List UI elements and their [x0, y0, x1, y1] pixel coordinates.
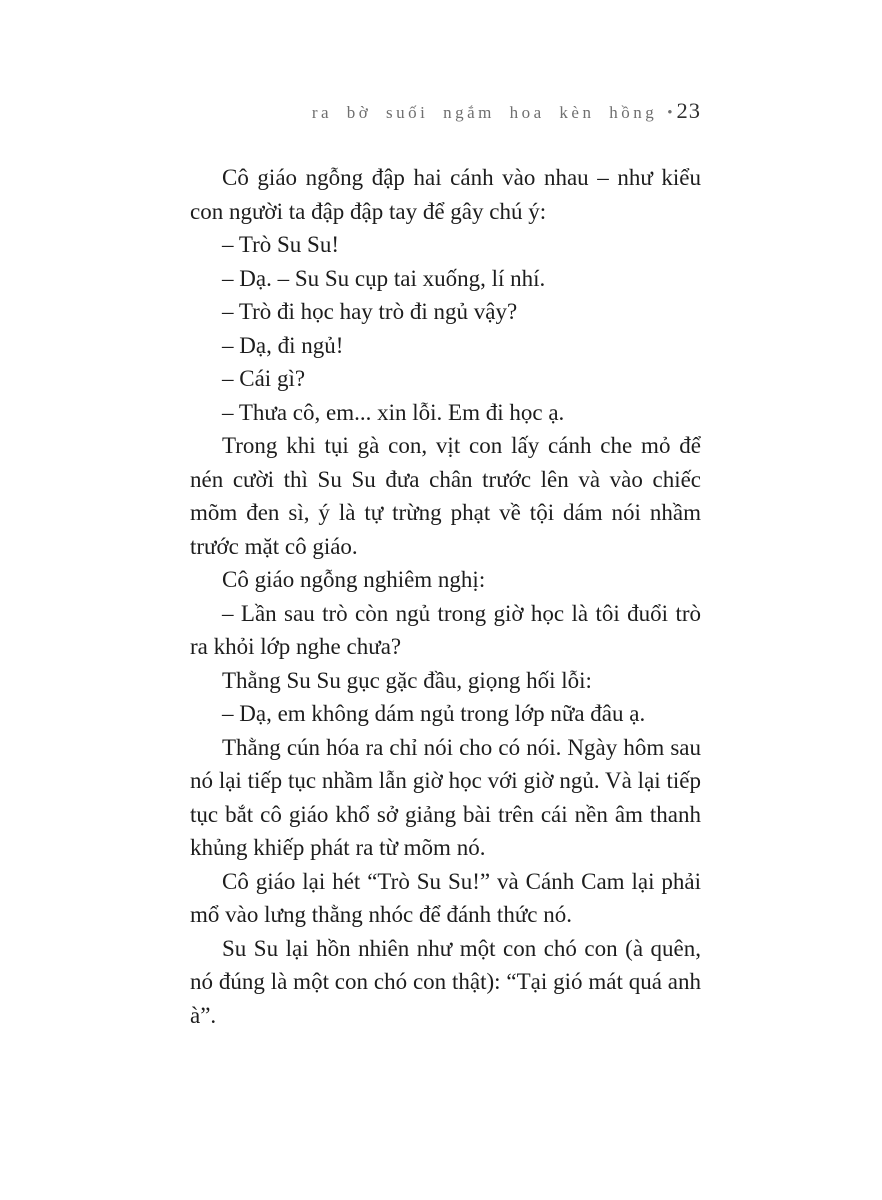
page-text [190, 161, 701, 1032]
paragraph: – Dạ, đi ngủ! [222, 332, 344, 358]
paragraph: – Lần sau trò còn ngủ trong giờ học là tôi đuổi trò ra khỏi lớp nghe chưa? [190, 600, 701, 659]
page-header [190, 98, 701, 124]
paragraph: – Cái gì? [222, 366, 306, 391]
paragraph: Cô giáo ngỗng nghiêm nghị: [222, 567, 486, 592]
paragraph: Cô giáo lại hét “Trò Su Su!” và Cánh Cam lại phải mổ vào lưng thằng nhóc để đánh thức nó. [190, 868, 701, 927]
paragraph: Trong khi tụi gà con, vịt con lấy cánh che mỏ để nén cười thì Su Su đưa chân trước lên và vào chiếc mõm đen sì, ý là tự trừng phạt về tội dám nói nhầm trước mặt cô giáo. [190, 433, 701, 559]
paragraph: – Dạ. – Su Su cụp tai xuống, lí nhí. [222, 265, 546, 291]
paragraph: – Trò đi học hay trò đi ngủ vậy? [222, 299, 518, 324]
running-title: ra bờ suối ngắm hoa kèn hồng [311, 103, 658, 122]
paragraph: – Thưa cô, em... xin lỗi. Em đi học ạ. [222, 399, 565, 425]
paragraph: – Dạ, em không dám ngủ trong lớp nữa đâu ạ. [222, 701, 646, 726]
header-separator-dot: • [667, 105, 673, 121]
paragraph: Thằng cún hóa ra chỉ nói cho có nói. Ngày hôm sau nó lại tiếp tục nhầm lẫn giờ học với giờ ngủ. Và lại tiếp tục bắt cô giáo khổ sở giảng bài trên cái nền âm thanh khủng khiếp phát ra từ mõm nó. [190, 734, 701, 860]
paragraph: Cô giáo ngỗng đập hai cánh vào nhau – như kiểu con người ta đập đập tay để gây chú ý: [190, 165, 701, 224]
paragraph: Thằng Su Su gục gặc đầu, giọng hối lỗi: [222, 667, 592, 693]
paragraph: Su Su lại hồn nhiên như một con chó con (à quên, nó đúng là một con chó con thật): “Tại gió mát quá anh à”. [190, 935, 701, 1028]
paragraph: – Trò Su Su! [222, 232, 339, 257]
page-number: 23 [676, 98, 701, 123]
